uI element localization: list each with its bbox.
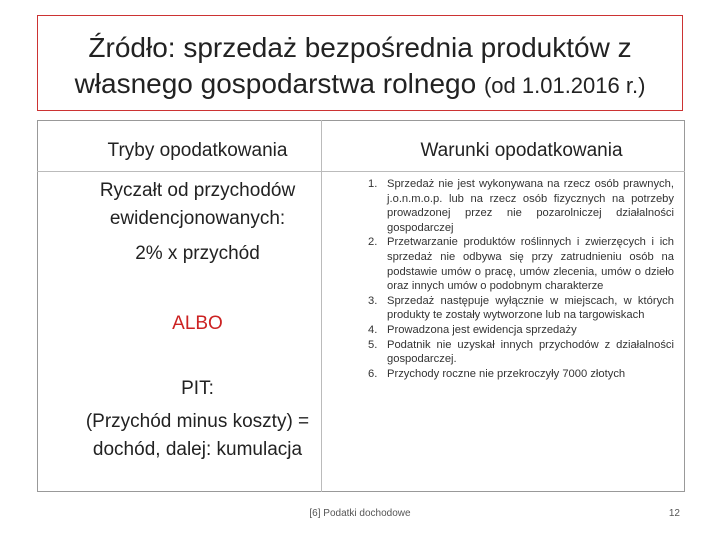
condition-text: Sprzedaż następuje wyłącznie w miejscach, w których produkty te zostały wytworzone lub na targowiskach	[387, 294, 674, 322]
pit-label: PIT:	[181, 378, 214, 399]
albo-label: ALBO	[172, 313, 223, 334]
condition-item	[368, 294, 674, 323]
condition-number: 1.	[368, 178, 378, 190]
header-tax-modes: Tryby opodatkowania	[107, 140, 288, 161]
condition-text: Prowadzona jest ewidencja sprzedaży	[387, 323, 577, 336]
title-line-2	[38, 66, 682, 104]
title-line-1: Źródło: sprzedaż bezpośrednia produktów z	[88, 32, 632, 63]
condition-item	[368, 367, 674, 382]
slide-title	[37, 15, 683, 111]
title-line-2-main: własnego gospodarstwa rolnego	[74, 68, 477, 99]
condition-number: 6.	[368, 367, 378, 380]
condition-number: 3.	[368, 294, 378, 307]
lump-sum-rate: 2% x przychód	[135, 243, 260, 264]
condition-item	[368, 323, 674, 338]
header-divider	[37, 171, 685, 172]
condition-number: 5.	[368, 338, 378, 351]
lump-sum-line-2: ewidencjonowanych:	[109, 208, 286, 229]
condition-item	[368, 235, 674, 293]
pit-block	[37, 375, 358, 464]
condition-text: Przetwarzanie produktów roślinnych i zwierzęcych i ich sprzedaż nie odbywa się przy zatrudnieniu osób na podstawie umów o pracę, umów zlecenia, umów o dzieło oraz innych umów o podobnym charakterze	[387, 236, 674, 293]
footer-source: [6] Podatki dochodowe	[309, 508, 411, 519]
lump-sum-block	[37, 177, 358, 233]
conditions-list	[368, 177, 674, 381]
condition-item	[368, 177, 674, 235]
pit-line-1: (Przychód minus koszty) =	[85, 411, 310, 432]
condition-text: Przychody roczne nie przekroczyły 7000 złotych	[387, 367, 626, 380]
condition-item	[368, 338, 674, 367]
condition-text: Podatnik nie uzyskał innych przychodów z działalności gospodarczej.	[387, 338, 674, 366]
condition-text: Sprzedaż nie jest wykonywana na rzecz osób prawnych, j.o.n.m.o.p. lub na rzecz osób fizycznych na potrzeby prowadzonej przez nie pozarolniczej działalności gospodarczej	[387, 178, 674, 234]
condition-number: 4.	[368, 323, 378, 336]
title-date: (od 1.01.2016 r.)	[483, 73, 646, 98]
condition-number: 2.	[368, 236, 378, 249]
header-tax-conditions: Warunki opodatkowania	[420, 140, 623, 161]
page-number: 12	[668, 508, 680, 519]
pit-line-2: dochód, dalej: kumulacja	[92, 439, 303, 460]
lump-sum-line-1: Ryczałt od przychodów	[99, 180, 296, 201]
